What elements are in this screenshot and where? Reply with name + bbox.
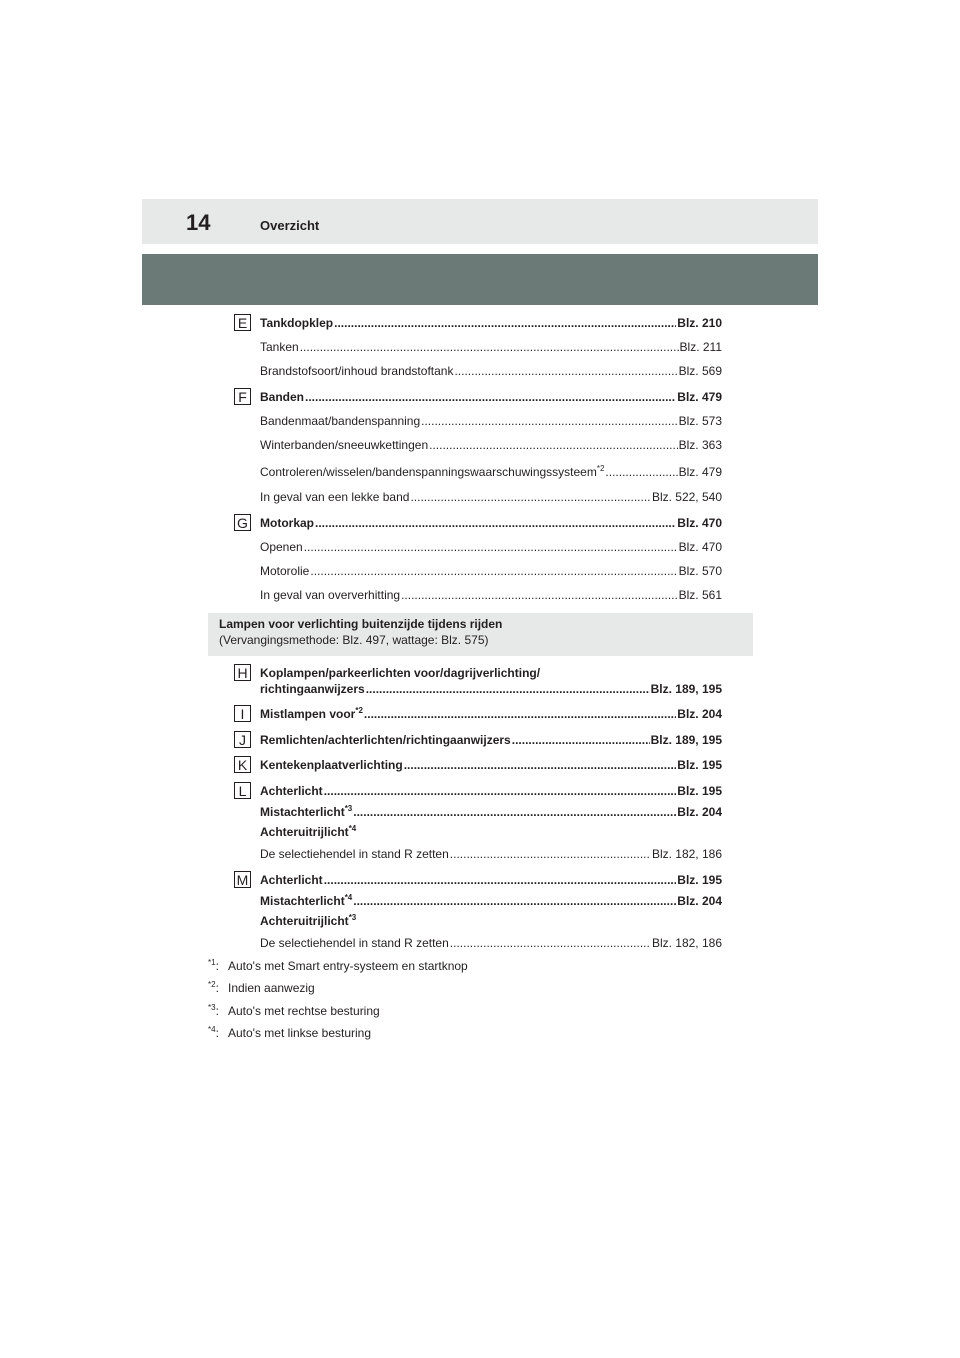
header-band [142, 254, 818, 305]
dot-leader [605, 465, 677, 479]
toc-entry[interactable] [260, 805, 722, 819]
label-box-h: H [234, 664, 251, 681]
footnote-mark: *3 [208, 1003, 216, 1012]
entry-label-row [260, 914, 356, 928]
label-box-e: E [234, 314, 251, 331]
dot-leader [454, 364, 677, 378]
entry-label: Winterbanden/sneeuwkettingen [260, 438, 429, 452]
toc-entry[interactable] [260, 490, 722, 504]
entry-page: Blz. 470 [678, 540, 722, 554]
toc-entry[interactable] [260, 682, 722, 696]
entry-label: Remlichten/achterlichten/richtingaanwijzers [260, 733, 511, 747]
toc-entry[interactable] [260, 465, 722, 479]
dot-leader [401, 588, 678, 602]
footnote-ref: *2 [355, 706, 363, 715]
entry-label: De selectiehendel in stand R zetten [260, 847, 449, 861]
dot-leader [364, 707, 676, 721]
entry-label: Koplampen/parkeerlichten voor/dagrijverlichting/ [260, 666, 541, 680]
footnote-ref: *4 [348, 824, 357, 833]
dot-leader [429, 438, 678, 452]
entry-label: Tanken [260, 340, 299, 354]
dot-leader [304, 540, 678, 554]
entry-label: De selectiehendel in stand R zetten [260, 936, 449, 950]
dot-leader [421, 414, 678, 428]
header-bar [142, 199, 818, 244]
footnote: $^{*1}$: Auto's met Smart entry-systeem en startknop [208, 958, 468, 973]
entry-page: Blz. 182, 186 [651, 936, 722, 950]
entry-page: Blz. 561 [678, 588, 722, 602]
dot-leader [334, 316, 676, 330]
entry-page: Blz. 195 [677, 784, 722, 798]
toc-entry[interactable] [260, 438, 722, 452]
dot-leader [512, 733, 650, 747]
footnote-text: Auto's met linkse besturing [228, 1026, 372, 1040]
footnote: $^{*4}$: Auto's met linkse besturing [208, 1025, 372, 1040]
dot-leader [353, 894, 676, 908]
label-box-i: I [234, 705, 251, 722]
dot-leader [366, 682, 650, 696]
entry-label: Mistachterlicht [260, 805, 345, 819]
lamps-section-title: Lampen voor verlichting buitenzijde tijdens rijden [219, 617, 503, 631]
dot-leader [324, 873, 677, 887]
toc-entry[interactable] [260, 733, 722, 747]
footnote-mark: *1 [208, 958, 216, 967]
toc-entry[interactable] [260, 364, 722, 378]
toc-entry[interactable] [260, 707, 722, 721]
entry-page: Blz. 204 [677, 805, 722, 819]
entry-label: Controleren/wisselen/bandenspanningswaarschuwingssysteem [260, 465, 597, 479]
entry-page: Blz. 189, 195 [650, 733, 722, 747]
footnote-mark: *2 [208, 980, 216, 989]
entry-page: Blz. 522, 540 [651, 490, 722, 504]
toc-entry[interactable] [260, 540, 722, 554]
entry-label: Achterlicht [260, 873, 323, 887]
entry-page: Blz. 204 [677, 707, 722, 721]
dot-leader [353, 805, 676, 819]
dot-leader [300, 340, 679, 354]
toc-entry[interactable] [260, 784, 722, 798]
entry-page: Blz. 479 [678, 465, 722, 479]
label-box-m: M [234, 871, 251, 888]
toc-entry[interactable] [260, 340, 722, 354]
entry-label: richtingaanwijzers [260, 682, 365, 696]
entry-label: Bandenmaat/bandenspanning [260, 414, 421, 428]
entry-page: Blz. 204 [677, 894, 722, 908]
footnote-ref: *2 [596, 464, 605, 473]
label-box-f: F [234, 388, 251, 405]
dot-leader [404, 758, 677, 772]
footnote-ref: *3 [344, 804, 353, 813]
dot-leader [410, 490, 650, 504]
dot-leader [324, 784, 677, 798]
dot-leader [310, 564, 677, 578]
page-number: 14 [186, 210, 211, 235]
entry-label: Mistlampen voor [260, 707, 356, 721]
entry-label-row [260, 825, 356, 839]
label-box-k: K [234, 756, 251, 773]
entry-page: Blz. 182, 186 [651, 847, 722, 861]
toc-entry[interactable] [260, 588, 722, 602]
toc-entry[interactable] [260, 847, 722, 861]
footnote-text: Auto's met rechtse besturing [228, 1004, 380, 1018]
footnote-text: Auto's met Smart entry-systeem en startknop [228, 959, 468, 973]
toc-entry[interactable] [260, 414, 722, 428]
footnote: $^{*3}$: Auto's met rechtse besturing [208, 1003, 380, 1018]
lamps-section-subtitle: (Vervangingsmethode: Blz. 497, wattage: Blz. 575) [219, 633, 489, 647]
toc-entry[interactable] [260, 936, 722, 950]
entry-label: Openen [260, 540, 303, 554]
entry-label: In geval van een lekke band [260, 490, 410, 504]
entry-label: Motorkap [260, 516, 314, 530]
entry-label: In geval van oververhitting [260, 588, 401, 602]
dot-leader [315, 516, 676, 530]
entry-page: Blz. 570 [678, 564, 722, 578]
entry-label: Mistachterlicht [260, 894, 345, 908]
toc-entry[interactable] [260, 564, 722, 578]
entry-label: Kentekenplaatverlichting [260, 758, 403, 772]
entry-label: Achterlicht [260, 784, 323, 798]
footnote-ref: *3 [348, 913, 357, 922]
footnote: $^{*2}$: Indien aanwezig [208, 980, 315, 995]
label-box-l: L [234, 782, 251, 799]
dot-leader [305, 390, 676, 404]
footnote-mark: *4 [208, 1025, 216, 1034]
entry-page: Blz. 195 [677, 873, 722, 887]
dot-leader [450, 936, 651, 950]
toc-entry[interactable] [260, 516, 722, 530]
toc-entry[interactable] [260, 390, 722, 404]
toc-entry[interactable] [260, 873, 722, 887]
entry-page: Blz. 363 [678, 438, 722, 452]
entry-page: Blz. 210 [677, 316, 722, 330]
label-box-j: J [234, 731, 251, 748]
entry-page: Blz. 189, 195 [650, 682, 722, 696]
entry-page: Blz. 569 [678, 364, 722, 378]
entry-label: Achteruitrijlicht [260, 914, 349, 928]
entry-page: Blz. 211 [679, 340, 722, 354]
footnote-text: Indien aanwezig [228, 981, 315, 995]
entry-label: Motorolie [260, 564, 310, 578]
entry-page: Blz. 479 [677, 390, 722, 404]
entry-page: Blz. 195 [677, 758, 722, 772]
section-title: Overzicht [260, 218, 320, 233]
entry-page: Blz. 470 [677, 516, 722, 530]
toc-entry[interactable] [260, 316, 722, 330]
entry-label: Tankdopklep [260, 316, 334, 330]
entry-label: Achteruitrijlicht [260, 825, 349, 839]
entry-label: Banden [260, 390, 305, 404]
dot-leader [450, 847, 651, 861]
entry-page: Blz. 573 [678, 414, 722, 428]
toc-entry[interactable] [260, 894, 722, 908]
footnote-ref: *4 [344, 893, 353, 902]
entry-label: Brandstofsoort/inhoud brandstoftank [260, 364, 454, 378]
toc-entry[interactable] [260, 758, 722, 772]
label-box-g: G [234, 514, 251, 531]
